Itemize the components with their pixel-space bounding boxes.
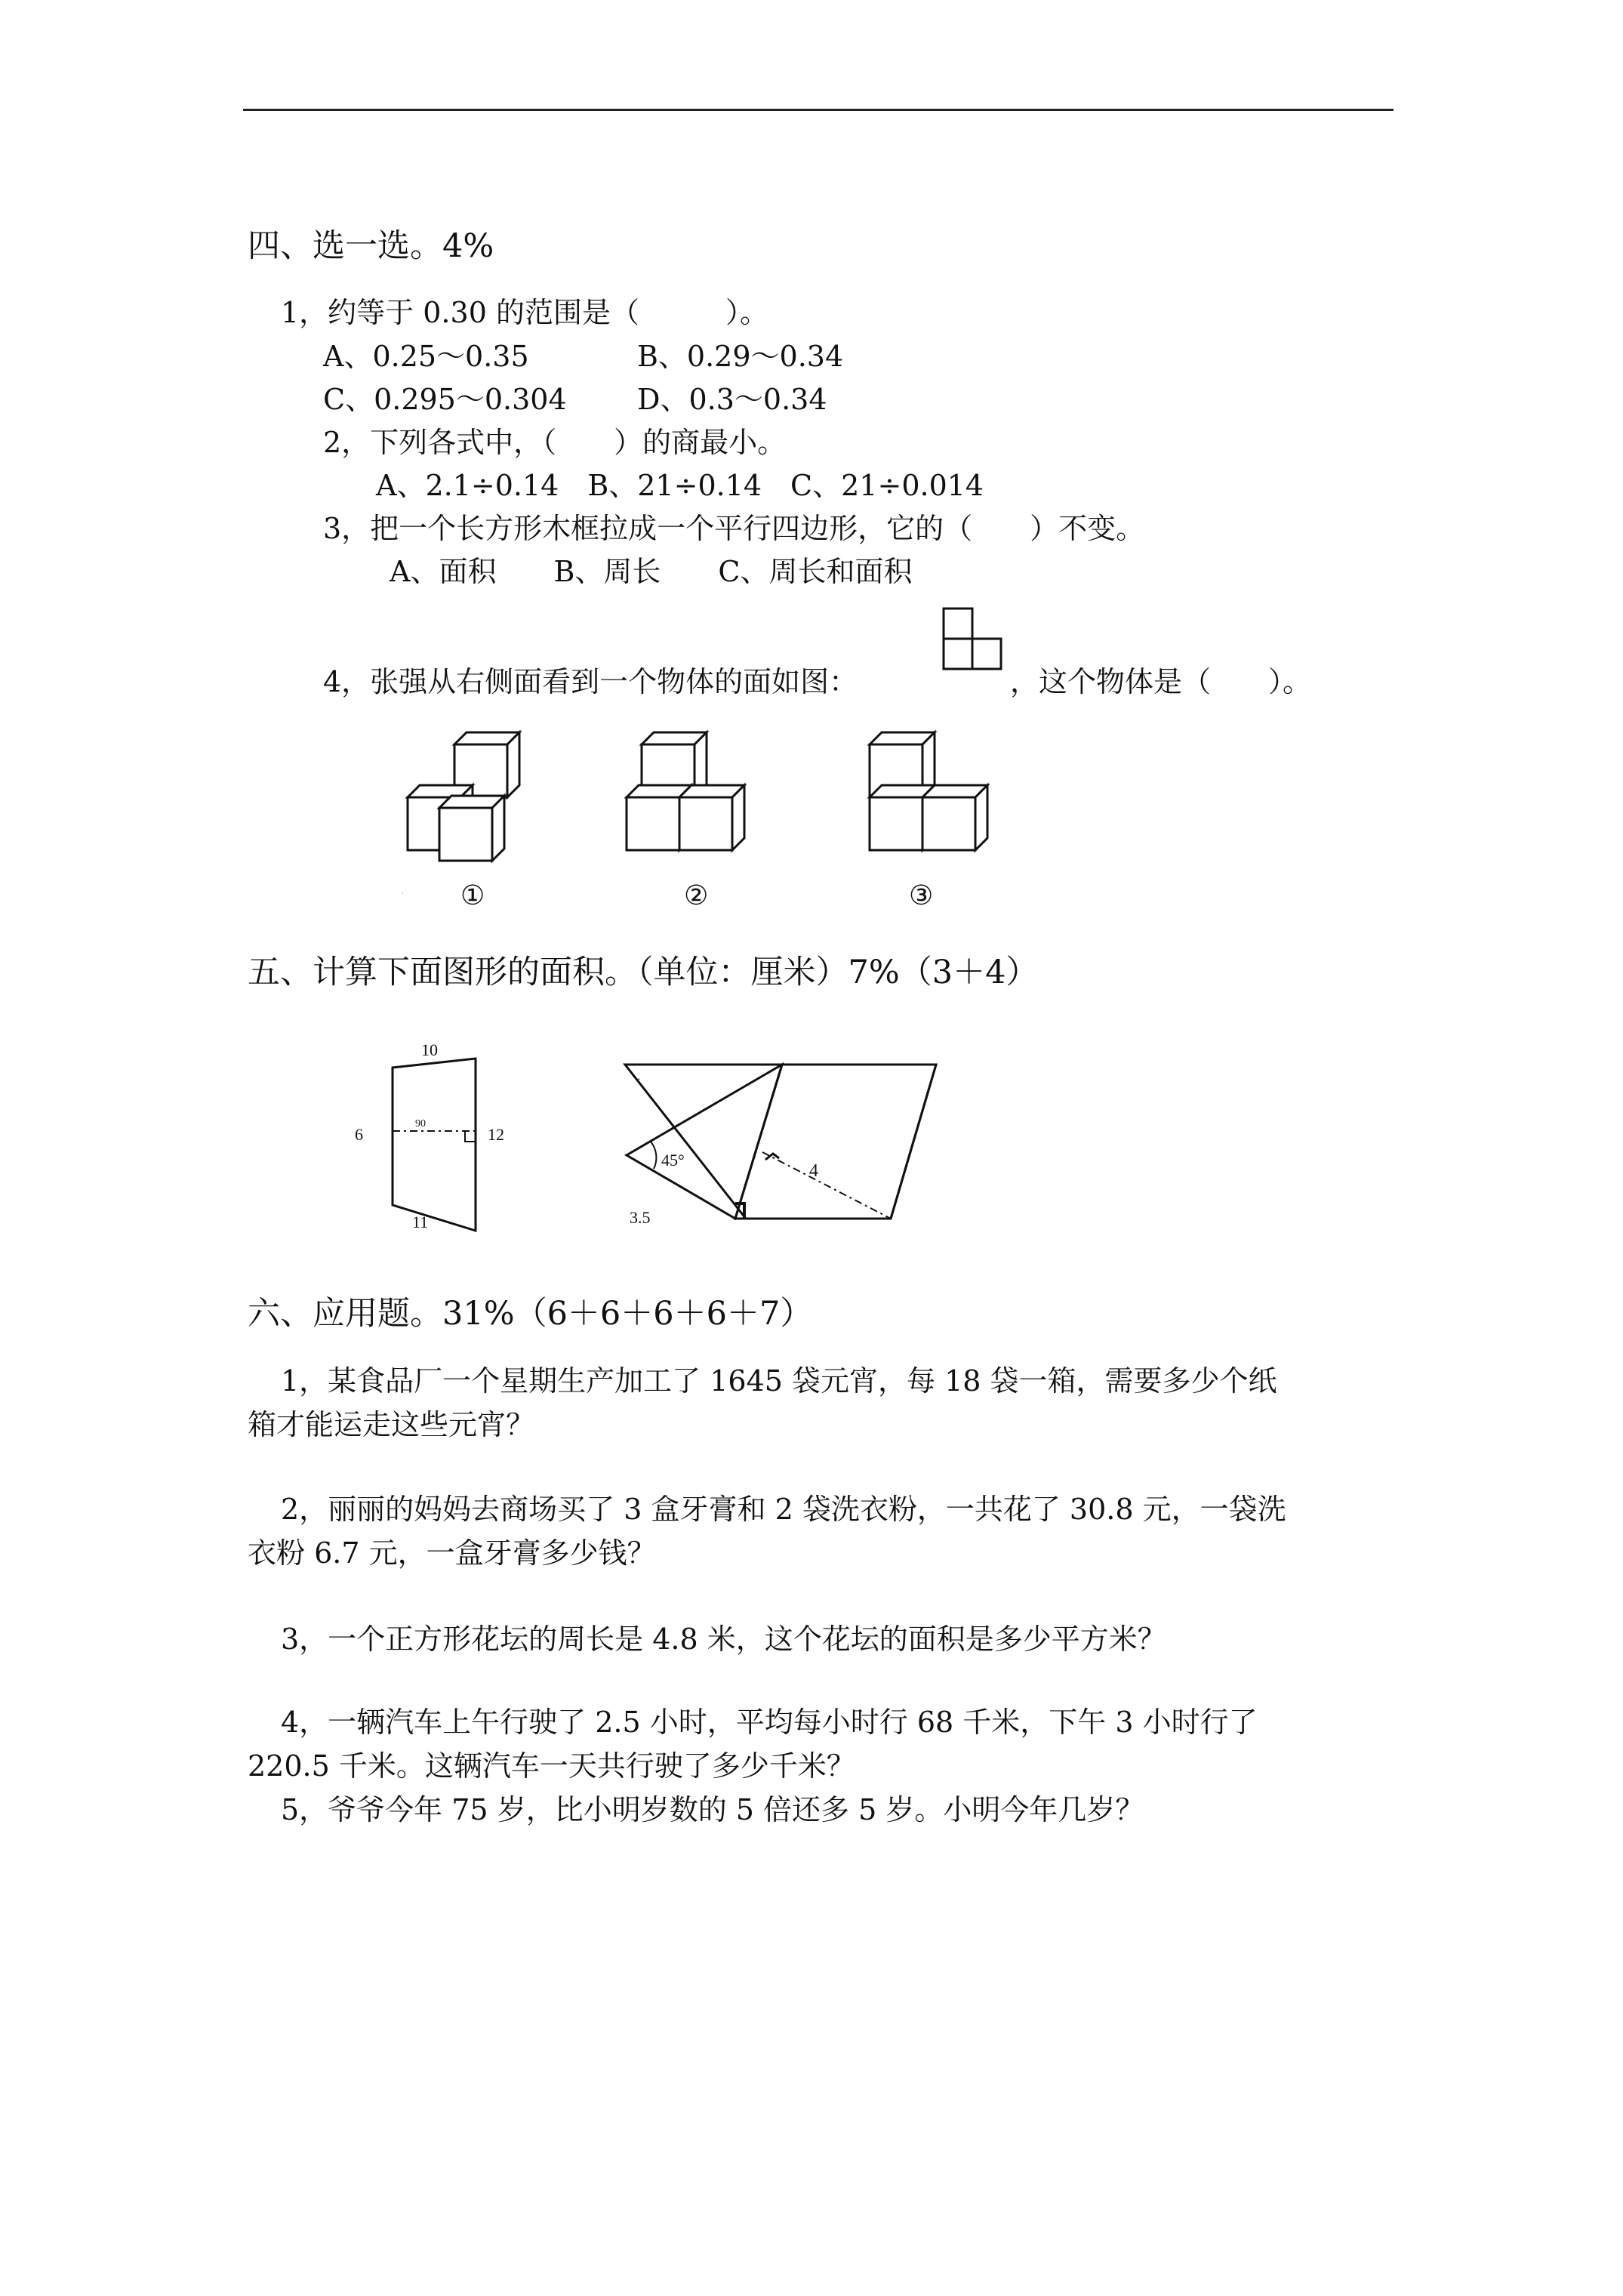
q2-stem: 2，下列各式中，（ ）的商最小。 [323,426,787,459]
q1-option-d: D、0.3～0.34 [637,383,827,416]
q6-1-line2: 箱才能运走这些元宵？ [248,1408,535,1441]
trapezoid-right-label: 12 [488,1125,504,1144]
q6-5: 5，爷爷今年 75 岁，比小明岁数的 5 倍还多 5 岁。小明今年几岁？ [281,1793,1144,1826]
side-label: 3.5 [630,1208,651,1227]
q1-stem: 1，约等于 0.30 的范围是（ ）。 [281,296,768,329]
stray-mark: · [402,890,404,897]
cube-figure-2 [627,732,744,850]
option-label-3: ③ [909,880,934,911]
option-label-2: ② [684,880,709,911]
q3-options: A、面积 B、周长 C、周长和面积 [390,555,913,588]
q2-options: A、2.1÷0.14 B、21÷0.14 C、21÷0.014 [376,469,984,502]
q1-option-b: B、0.29～0.34 [637,340,844,373]
stray-mark-2: · [637,1074,641,1086]
side-view-figure [941,604,1007,675]
height-label: 4 [809,1161,818,1181]
section4-heading: 四、选一选。4% [248,227,494,265]
q6-3: 3，一个正方形花坛的周长是 4.8 米，这个花坛的面积是多少平方米？ [281,1623,1166,1656]
q1-option-a: A、0.25～0.35 [323,340,529,373]
header-rule [243,109,1394,111]
q6-1-line1: 1，某食品厂一个星期生产加工了 1645 袋元宵，每 18 袋一箱，需要多少个纸 [281,1364,1277,1398]
section5-heading: 五、计算下面图形的面积。（单位：厘米）7%（3＋4） [248,954,1039,991]
q1-option-c: C、0.295～0.304 [323,383,567,416]
composite-figure [611,1045,959,1264]
q6-4-line1: 4，一辆汽车上午行驶了 2.5 小时，平均每小时行 68 千米，下午 3 小时行了 [281,1706,1258,1739]
q4-stem-before: 4，张强从右侧面看到一个物体的面如图： [323,665,858,698]
q6-2-line2: 衣粉 6.7 元，一盒牙膏多少钱？ [248,1536,656,1570]
trapezoid-figure [355,1040,504,1231]
cube-figure-1 [408,732,519,861]
trapezoid-left-label: 6 [355,1125,363,1144]
cube-figure-3 [870,732,987,850]
q3-stem: 3，把一个长方形木框拉成一个平行四边形，它的（ ）不变。 [323,512,1145,545]
q6-4-line2: 220.5 千米。这辆汽车一天共行驶了多少千米？ [248,1749,855,1783]
q6-2-line1: 2，丽丽的妈妈去商场买了 3 盒牙膏和 2 袋洗衣粉，一共花了 30.8 元，一袋洗 [281,1493,1286,1526]
cube-options-figure [393,725,1072,921]
trapezoid-middle-label: 90 [415,1118,426,1130]
q4-stem-after: ，这个物体是（ ）。 [1010,665,1312,698]
trapezoid-bottom-label: 11 [412,1213,429,1231]
angle-label: 45° [661,1151,685,1170]
option-label-1: ① [460,880,485,911]
section6-heading: 六、应用题。31%（6＋6＋6＋6＋7） [248,1295,813,1333]
trapezoid-top-label: 10 [421,1040,438,1059]
